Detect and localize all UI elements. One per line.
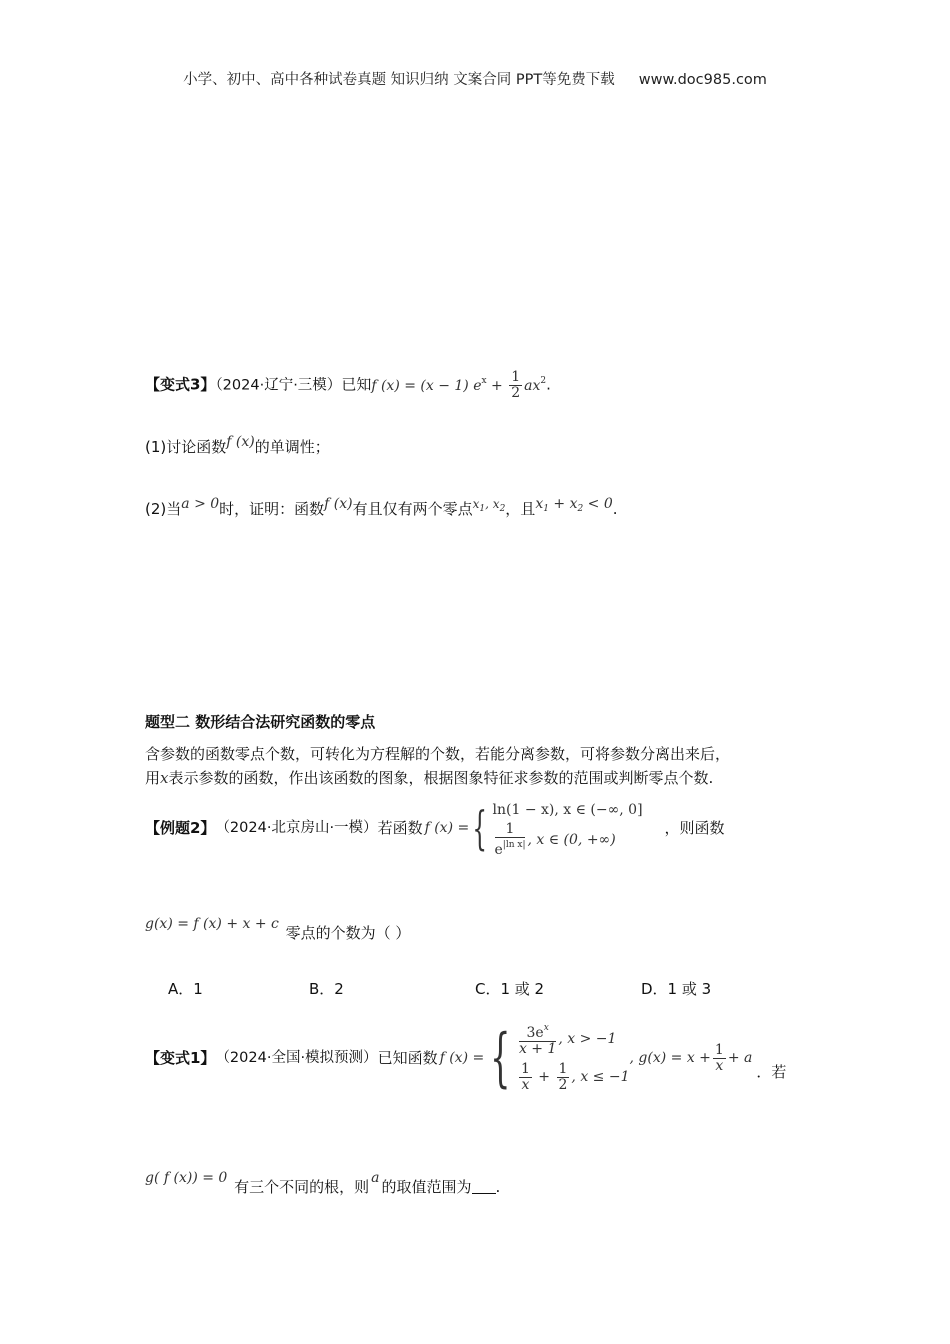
variant1-source: （2024·全国·模拟预测） bbox=[215, 1050, 378, 1066]
variant3-formula: f (x) = (x − 1) $e^x$ + $\frac{1}{2}$ $ax^2$ bbox=[371, 369, 547, 401]
variant1-q-b: 的取值范围为 bbox=[381, 1178, 472, 1196]
variant3-tag: 【变式3】 bbox=[145, 375, 216, 394]
variant3-statement bbox=[145, 370, 551, 401]
header-text: 小学、初中、高中各种试卷真题 知识归纳 文案合同 PPT等免费下载 bbox=[183, 72, 615, 88]
variant1-question bbox=[145, 1168, 500, 1197]
section2-title: 题型二 数形结合法研究函数的零点 bbox=[145, 713, 376, 731]
section2-line1: 含参数的函数零点个数，可转化为方程解的个数，若能分离参数，可将参数分离出来后， bbox=[145, 745, 731, 763]
answer-blank[interactable] bbox=[472, 1179, 496, 1194]
variant1-piecewise: f (x) = { $\frac{3e^x}{x + 1}$ , x > −1 $\frac{1}{x}$ + $\frac{1}{2}$ , x ≤ −1 , g(x) = x + $\frac{1}{x}$ + a bbox=[439, 1021, 753, 1095]
q1-fx: f (x) bbox=[226, 434, 255, 450]
q2-text-d: ，且 bbox=[505, 500, 536, 518]
q2-end: . bbox=[612, 500, 618, 518]
variant1-end: . bbox=[495, 1178, 501, 1196]
q2-text-b: 时，证明：函数 bbox=[219, 500, 325, 518]
line2-b: 表示参数的函数，作出该函数的图象，根据图象特征求参数的范围或判断零点个数. bbox=[168, 769, 714, 787]
q1-text-b: 的单调性； bbox=[254, 438, 330, 456]
q2-text-c: 有且仅有两个零点 bbox=[352, 500, 473, 518]
example2-g-line bbox=[145, 914, 410, 943]
variant1-after: ．若 bbox=[756, 1063, 787, 1081]
variant1-var-a: a bbox=[371, 1170, 380, 1186]
variant3-question-2 bbox=[145, 494, 618, 519]
choice-b[interactable]: B．2 bbox=[309, 980, 344, 998]
variant3-source: （2024·辽宁·三模） bbox=[215, 377, 342, 394]
variant3-intro: 已知 bbox=[341, 375, 372, 394]
q2-condition: a > 0 bbox=[181, 496, 220, 512]
q2-zeros: x1, x2 bbox=[472, 497, 506, 514]
example2-after: ，则函数 bbox=[664, 819, 725, 837]
choice-d[interactable]: D．1 或 3 bbox=[641, 980, 712, 998]
section2-line2 bbox=[145, 768, 713, 788]
choice-c[interactable]: C．1 或 2 bbox=[475, 980, 545, 998]
q1-number: (1) bbox=[145, 438, 167, 456]
example2-g-def: g(x) = f (x) + x + c bbox=[145, 916, 279, 932]
q2-number: (2) bbox=[145, 500, 167, 518]
line2-a: 用 bbox=[145, 769, 161, 787]
header-site-link[interactable]: www.doc985.com bbox=[638, 72, 767, 88]
q2-inequality: $x_1 + x_2 < 0$ bbox=[535, 496, 613, 514]
example2-g-after: 零点的个数为（ ） bbox=[285, 924, 411, 942]
variant1-condition: g( f (x)) = 0 bbox=[145, 1170, 228, 1186]
example2-tag: 【例题2】 bbox=[145, 819, 216, 837]
variant1-statement bbox=[145, 1012, 786, 1104]
variant3-end: . bbox=[546, 375, 551, 394]
line2-x: x bbox=[160, 769, 169, 787]
q1-text-a: 讨论函数 bbox=[166, 438, 227, 456]
variant3-question-1 bbox=[145, 432, 330, 457]
q2-fx: f (x) bbox=[324, 496, 353, 512]
variant1-tag: 【变式1】 bbox=[145, 1049, 216, 1067]
example2-piecewise: f (x) = { ln(1 − x), x ∈ (−∞, 0] $\frac{1}{e^{|ln x|}}$ , x ∈ (0, +∞) bbox=[424, 801, 643, 858]
page-header bbox=[0, 68, 950, 89]
variant1-q-a: 有三个不同的根，则 bbox=[234, 1178, 370, 1196]
variant1-intro: 已知函数 bbox=[377, 1049, 438, 1067]
example2-source: （2024·北京房山·一模） bbox=[215, 820, 378, 836]
example2-intro: 若函数 bbox=[377, 819, 423, 837]
choice-a[interactable]: A．1 bbox=[168, 980, 203, 998]
example2-statement bbox=[145, 790, 725, 866]
q2-text-a: 当 bbox=[166, 500, 182, 518]
